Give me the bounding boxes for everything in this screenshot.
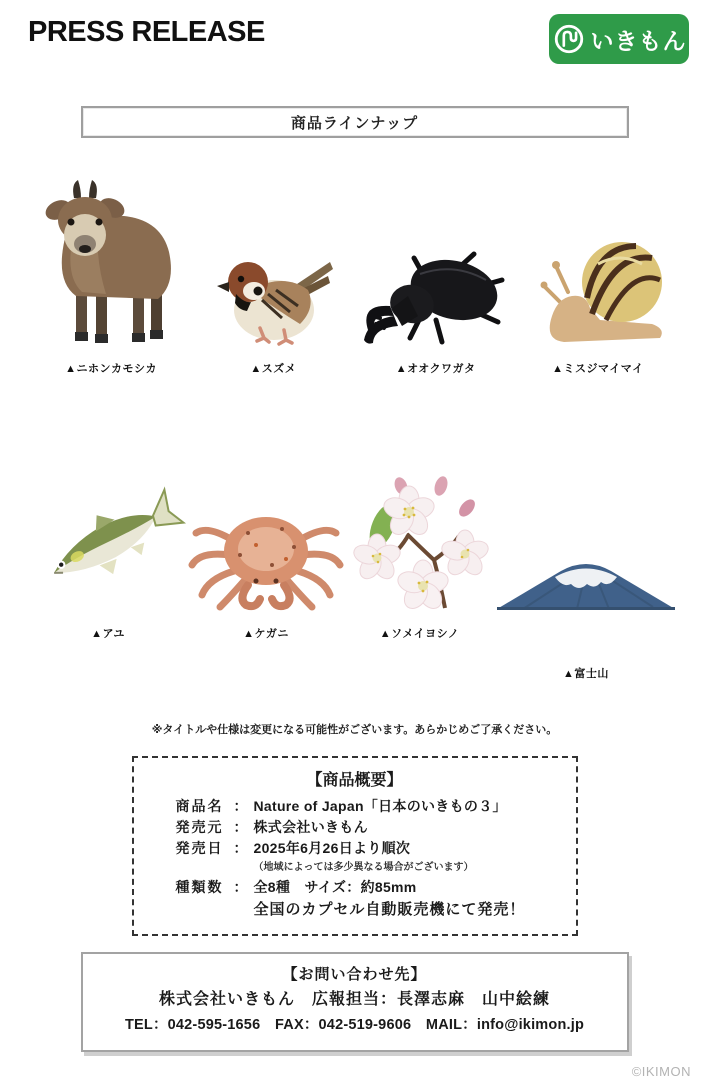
lineup-item — [192, 138, 354, 376]
row-value: 株式会社いきもん — [253, 819, 368, 835]
summary-row-types — [176, 877, 576, 898]
ikimon-logo — [549, 14, 689, 64]
lineup-item — [346, 376, 493, 681]
lineup-row-2 — [0, 376, 709, 681]
summary-row-publisher — [176, 817, 576, 838]
row-label: 発売元 — [175, 819, 224, 835]
stag-beetle-image — [355, 172, 517, 348]
contact-tel-line: TEL：042-595-1656 FAX：042-519-9606 MAIL：info@ikimon.jp — [124, 1017, 585, 1033]
lineup-item — [186, 376, 346, 681]
row-value: 2025年6月26日より順次 — [253, 840, 411, 856]
item-caption: ▲ミスジマイマイ — [552, 363, 644, 375]
row-label: 発売日 — [175, 840, 224, 856]
row-label: 種類数 — [175, 879, 224, 895]
striped-snail-image — [517, 172, 679, 348]
page-title: PRESS RELEASE — [28, 16, 265, 48]
lineup-item — [493, 376, 679, 681]
contact-title: 【お問い合わせ先】 — [282, 966, 427, 983]
lineup-item — [355, 138, 517, 376]
region-note: （地域によっては多少異なる場合がございます） — [253, 862, 474, 873]
lineup-title-box — [81, 106, 629, 138]
lineup-row-1 — [0, 138, 709, 376]
item-caption: ▲スズメ — [250, 363, 297, 375]
cherry-blossom-image — [346, 468, 493, 613]
disclaimer-note: ※タイトルや仕様は変更になる可能性がございます。あらかじめご了承ください。 — [151, 724, 558, 736]
row-value: 全8種 サイズ：約85mm — [253, 879, 417, 895]
contact-company-line: 株式会社いきもん 広報担当：長澤志麻 山中絵練 — [158, 991, 550, 1008]
logo-text: いきもん — [590, 27, 687, 54]
summary-title: 【商品概要】 — [306, 772, 403, 789]
lineup-title: 商品ラインナップ — [290, 114, 419, 132]
lineup-item — [30, 376, 186, 681]
copyright: ©IKIMON — [631, 1064, 691, 1079]
row-separator: ： — [233, 819, 248, 835]
ayu-fish-image — [30, 468, 186, 613]
row-separator: ： — [233, 798, 248, 814]
summary-row-release-date — [176, 838, 576, 859]
item-caption: ▲ケガニ — [243, 628, 289, 640]
horsehair-crab-image — [186, 468, 346, 613]
row-separator: ： — [233, 840, 248, 856]
ikimon-circle-mark-icon — [552, 22, 586, 56]
masthead — [0, 16, 709, 64]
sales-line: 全国のカプセル自動販売機にて発売！ — [253, 901, 526, 918]
product-summary-box — [132, 756, 578, 936]
item-caption: ▲オオクワガタ — [395, 363, 476, 375]
sparrow-image — [192, 172, 354, 348]
item-caption: ▲ニホンカモシカ — [65, 363, 158, 375]
row-label: 商品名 — [175, 798, 224, 814]
item-caption: ▲アユ — [91, 628, 125, 640]
row-value: Nature of Japan「日本のいきもの３」 — [253, 798, 507, 814]
lineup-item — [30, 138, 192, 376]
lineup-item — [517, 138, 679, 376]
contact-box — [81, 952, 629, 1052]
summary-row-product-name — [176, 796, 576, 817]
item-caption: ▲ソメイヨシノ — [379, 628, 460, 640]
mount-fuji-image — [493, 468, 679, 613]
japanese-serow-image — [30, 172, 192, 348]
row-separator: ： — [233, 879, 248, 895]
item-caption: ▲富士山 — [563, 668, 609, 680]
